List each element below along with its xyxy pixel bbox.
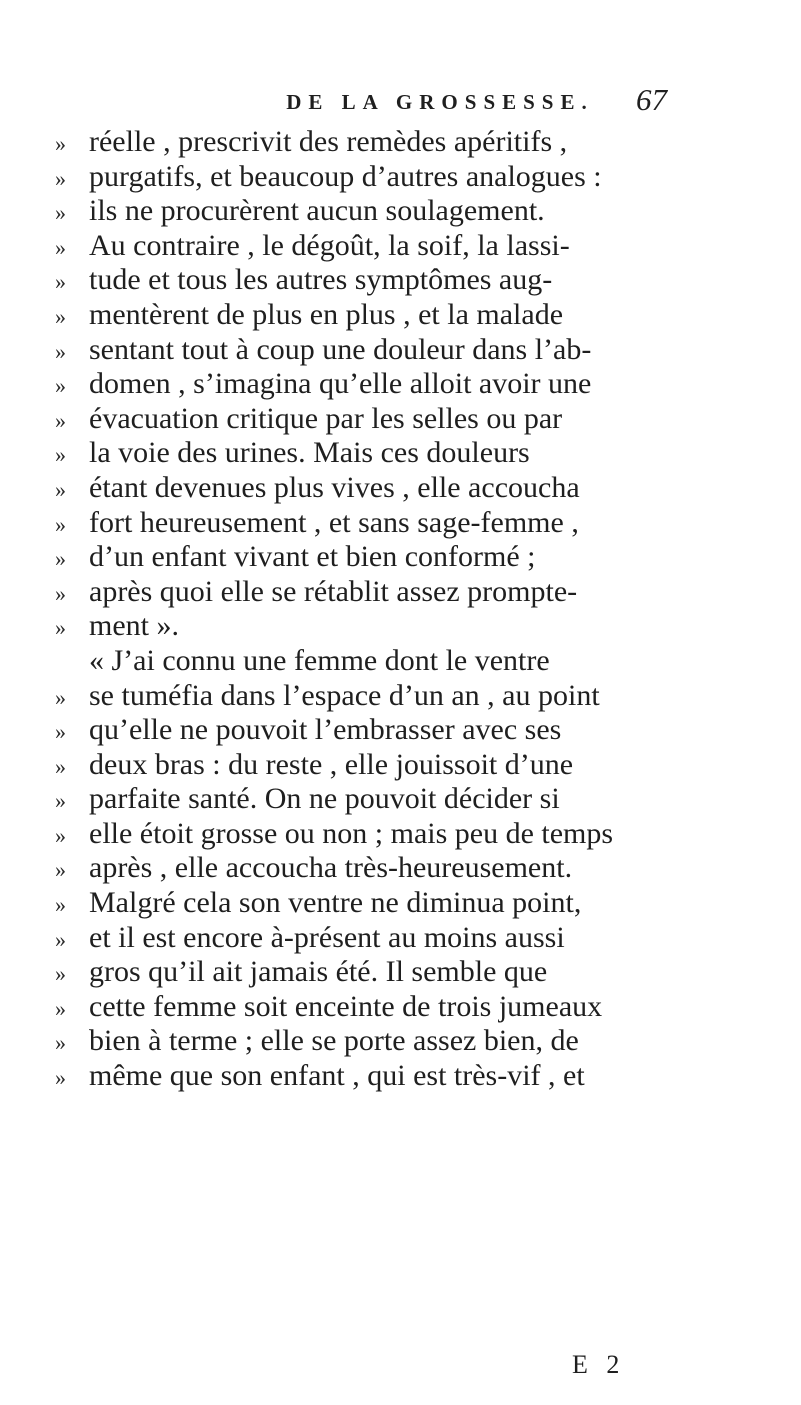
quote-mark: » [55,892,66,918]
text-line [55,575,775,610]
text-line [55,644,775,679]
quote-mark: » [55,200,66,226]
text-line [55,367,775,402]
line-text: mentèrent de plus en plus , et la malade [89,297,564,331]
text-line [55,194,775,229]
quote-mark: » [55,1065,66,1091]
line-text: Au contraire , le dégoût, la soif, la lassi- [89,228,570,262]
text-line [55,609,775,644]
text-line [55,540,775,575]
quote-mark: » [55,511,66,537]
line-text: tude et tous les autres symptômes aug- [89,263,553,297]
line-text: même que son enfant , qui est très-vif , et [89,1059,585,1093]
text-line [55,817,775,852]
line-text: ment ». [89,609,179,643]
line-text: elle étoit grosse ou non ; mais peu de temps [89,816,614,850]
quote-mark: » [55,615,66,641]
line-text: bien à terme ; elle se porte assez bien, de [89,1024,579,1058]
quote-mark: » [55,857,66,883]
text-line [55,955,775,990]
quote-mark: » [55,373,66,399]
line-text: étant devenues plus vives , elle accoucha [89,470,580,504]
text-line [55,713,775,748]
text-line [55,436,775,471]
quote-mark: » [55,753,66,779]
quote-mark: » [55,476,66,502]
quote-mark: » [55,995,66,1021]
line-text: gros qu’il ait jamais été. Il semble que [89,955,548,989]
line-text: d’un enfant vivant et bien conformé ; [89,540,536,574]
line-text: ils ne procurèrent aucun soulagement. [89,194,545,228]
quote-mark: » [55,234,66,260]
text-line [55,229,775,264]
line-text: la voie des urines. Mais ces douleurs [89,436,530,470]
text-line [55,263,775,298]
running-title: DE LA GROSSESSE. [286,90,594,114]
signature-mark: E 2 [572,1350,626,1379]
text-line [55,298,775,333]
text-line [55,333,775,368]
line-text: domen , s’imagina qu’elle alloit avoir une [89,367,592,401]
quote-mark: » [55,442,66,468]
quote-mark: » [55,961,66,987]
quote-mark: » [55,131,66,156]
line-text: réelle , prescrivit des remèdes apéritifs , [89,125,568,158]
line-text: après quoi elle se rétablit assez prompte- [89,574,578,608]
quote-mark: » [55,788,66,814]
quote-mark: » [55,407,66,433]
text-line [55,990,775,1025]
line-text: Malgré cela son ventre ne diminua point, [89,886,582,920]
body-text [55,125,775,1094]
quote-mark: » [55,546,66,572]
quote-mark: » [55,926,66,952]
text-line [55,506,775,541]
text-line [55,679,775,714]
line-text: évacuation critique par les selles ou par [89,401,563,435]
line-text: deux bras : du reste , elle jouissoit d’une [89,747,574,781]
line-text: purgatifs, et beaucoup d’autres analogues : [89,159,602,193]
text-line [55,782,775,817]
text-line [55,886,775,921]
quote-mark: » [55,338,66,364]
line-text: et il est encore à-présent au moins aussi [89,920,565,954]
line-text: « J’ai connu une femme dont le ventre [89,643,550,677]
line-text: se tuméfia dans l’espace d’un an , au point [89,678,600,712]
text-line [55,748,775,783]
text-line [55,1024,775,1059]
line-text: cette femme soit enceinte de trois jumeaux [89,989,603,1023]
text-line [55,921,775,956]
page-number: 67 [636,82,667,117]
line-text: sentant tout à coup une douleur dans l’ab- [89,332,592,366]
text-line [55,471,775,506]
quote-mark: » [55,684,66,710]
quote-mark: » [55,719,66,745]
quote-mark: » [55,1030,66,1056]
text-line [55,402,775,437]
line-text: parfaite santé. On ne pouvoit décider si [89,782,560,816]
text-line [55,125,775,160]
quote-mark: » [55,580,66,606]
quote-mark: » [55,165,66,191]
text-line [55,1059,775,1094]
quote-mark: » [55,822,66,848]
text-line [55,851,775,886]
quote-mark: » [55,303,66,329]
line-text: après , elle accoucha très-heureusement. [89,851,573,885]
line-text: qu’elle ne pouvoit l’embrasser avec ses [89,713,562,747]
quote-mark: » [55,269,66,295]
text-line [55,160,775,195]
line-text: fort heureusement , et sans sage-femme , [89,505,579,539]
